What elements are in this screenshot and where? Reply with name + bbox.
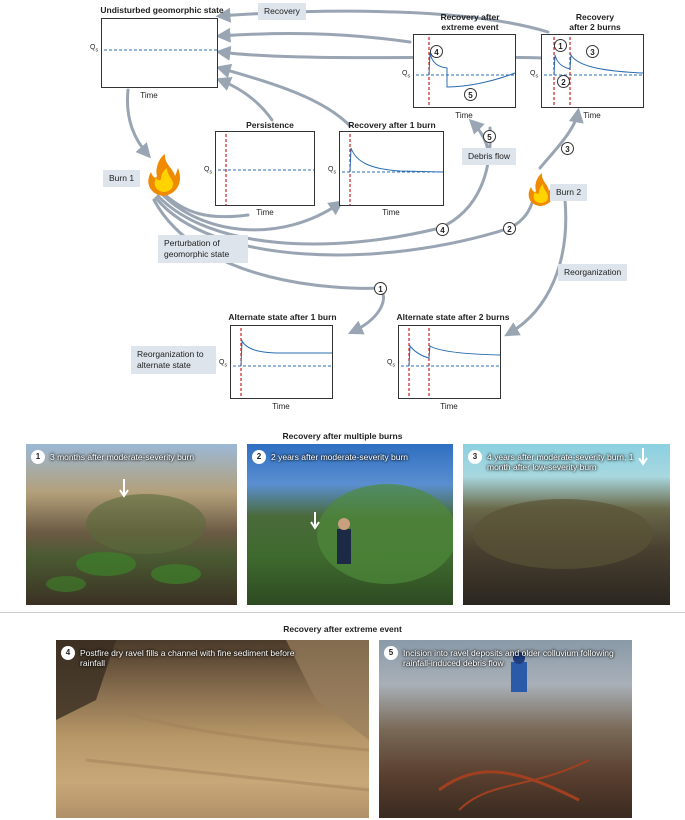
photo-num-2: 2 [252,450,266,464]
time-label: Time [382,208,400,217]
persistence-title: Persistence [246,120,294,130]
marker-2: 2 [557,75,570,88]
time-label: Time [272,402,290,411]
path-marker-5: 5 [483,130,496,143]
undisturbed-plot [101,18,218,88]
section-divider [0,612,685,613]
marker-5: 5 [464,88,477,101]
photo-num-3: 3 [468,450,482,464]
perturbation-label: Perturbation of geomorphic state [158,235,248,263]
flame-icon [143,152,183,198]
one-burn-plot [339,131,444,206]
qs-label: $Q_s$ [387,359,395,369]
qs-label: $Q_s$ [204,166,212,176]
burn1-label: Burn 1 [103,170,140,187]
time-label: Time [455,111,473,120]
qs-label: $Q_s$ [90,44,98,54]
recovery-label: Recovery [258,3,306,20]
marker-4: 4 [430,45,443,58]
path-marker-1: 1 [374,282,387,295]
path-marker-3: 3 [561,142,574,155]
extreme-title: Recovery after extreme event [440,12,500,32]
photo-caption-1: 3 months after moderate-severity burn [50,452,195,462]
photo-caption-2: 2 years after moderate-severity burn [271,452,409,462]
marker-1: 1 [554,39,567,52]
photo-caption-5: Incision into ravel deposits and older colluvium following rainfall-induced debris flow [403,648,614,668]
extreme-event-title: Recovery after extreme event [283,624,402,634]
photo-num-5: 5 [384,646,398,660]
photo-num-4: 4 [61,646,75,660]
photo-3 [463,444,670,605]
path-marker-2: 2 [503,222,516,235]
time-label: Time [440,402,458,411]
alt1-plot [230,325,333,399]
one-burn-title: Recovery after 1 burn [348,120,436,130]
photo-caption-4: Postfire dry ravel fills a channel with fine sediment before rainfall [80,648,295,668]
marker-3: 3 [586,45,599,58]
photo-num-1: 1 [31,450,45,464]
time-label: Time [256,208,274,217]
photo-2 [247,444,453,605]
undisturbed-title: Undisturbed geomorphic state [100,5,224,15]
alt2-title: Alternate state after 2 burns [396,312,510,322]
reorg-alt-label: Reorganization to alternate state [131,346,216,374]
arrow-1burn-to-undisturbed [220,68,350,126]
qs-label: $Q_s$ [530,70,538,80]
time-label: Time [583,111,601,120]
multiple-burns-title: Recovery after multiple burns [282,431,403,441]
path-marker-4: 4 [436,223,449,236]
alt1-title: Alternate state after 1 burn [228,312,337,322]
photo-caption-3: 4 years after moderate-severity burn; 1 month after low-severity burn [487,452,634,472]
burn2-label: Burn 2 [550,184,587,201]
reorganization-label: Reorganization [558,264,627,281]
debris-flow-label: Debris flow [462,148,516,165]
photo-4 [56,640,369,818]
qs-label: $Q_s$ [219,359,227,369]
two-burns-title: Recovery after 2 burns [569,12,621,32]
qs-label: $Q_s$ [402,70,410,80]
photo-1 [26,444,237,605]
arrow-extreme-to-undisturbed [220,34,410,42]
persistence-plot [215,131,315,206]
arrow-burn2-path-3 [540,112,578,168]
time-label: Time [140,91,158,100]
arrow-persistence-to-undisturbed [220,80,272,120]
alt2-plot [398,325,501,399]
photo-5 [379,640,632,818]
qs-label: $Q_s$ [328,166,336,176]
